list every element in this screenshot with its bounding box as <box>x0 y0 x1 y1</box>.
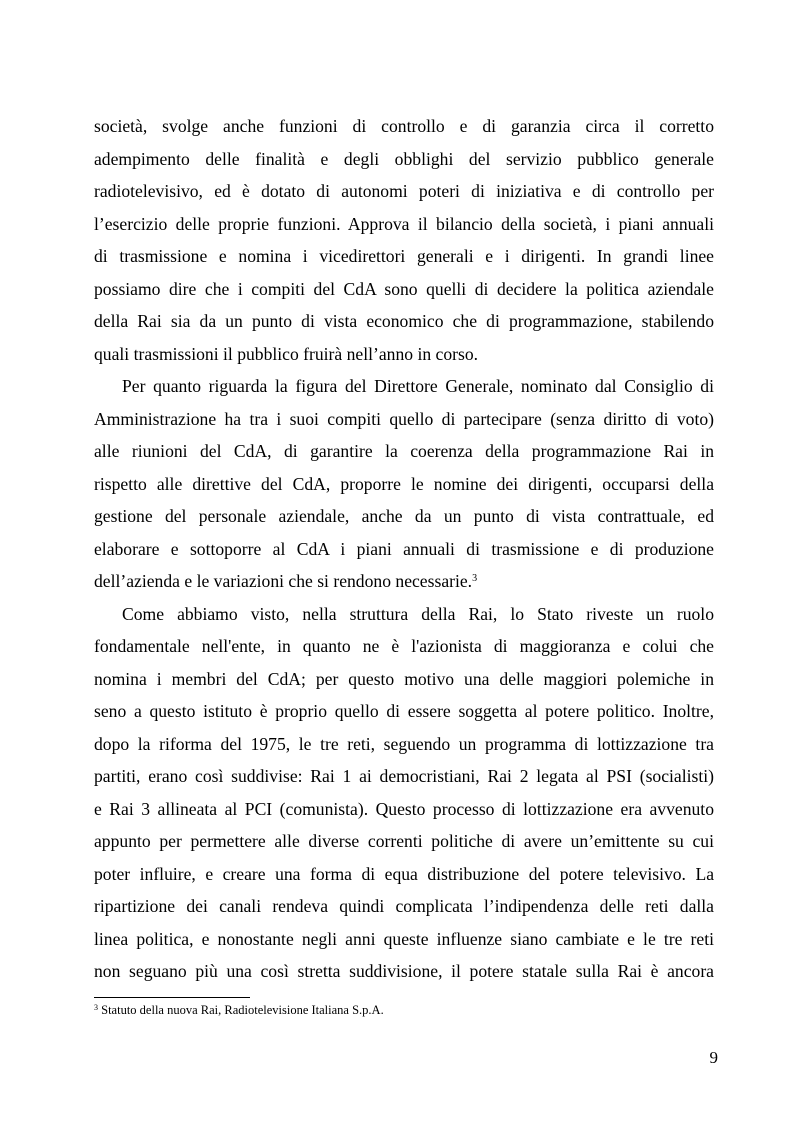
footnote-text: Statuto della nuova Rai, Radiotelevisione Italiana S.p.A. <box>98 1003 384 1017</box>
text-line: e Rai 3 allineata al PCI (comunista). Questo processo di lottizzazione era avvenuto <box>94 798 714 819</box>
text-line: alle riunioni del CdA, di garantire la coerenza della programmazione Rai in <box>94 441 714 461</box>
text-line: quali trasmissioni il pubblico fruirà nell’anno in corso. <box>94 343 479 364</box>
text-line: ripartizione dei canali rendeva quindi complicata l’indipendenza delle reti dalla <box>94 896 714 916</box>
text-line: fondamentale nell'ente, in quanto ne è l'azionista di maggioranza e colui che <box>94 636 714 656</box>
text-line: possiamo dire che i compiti del CdA sono quelli di decidere la politica aziendale <box>94 278 714 299</box>
text-line: l’esercizio delle proprie funzioni. Approva il bilancio della società, i piani annuali <box>94 213 714 234</box>
text-line: dopo la riforma del 1975, le tre reti, seguendo un programma di lottizzazione tra <box>94 733 714 754</box>
text-line: gestione del personale aziendale, anche da un punto di vista contrattuale, ed <box>94 506 714 526</box>
text-line: adempimento delle finalità e degli obblighi del servizio pubblico generale <box>94 148 714 169</box>
text-line: appunto per permettere alle diverse correnti politiche di avere un’emittente su cui <box>94 831 714 851</box>
text-line: rispetto alle direttive del CdA, proporre le nomine dei dirigenti, occuparsi della <box>94 473 714 494</box>
text-line: Come abbiamo visto, nella struttura della Rai, lo Stato riveste un ruolo <box>122 603 714 624</box>
text-line: non seguano più una così stretta suddivisione, il potere statale sulla Rai è ancora <box>94 961 714 981</box>
text-line-content: dell’azienda e le variazioni che si rendono necessarie. <box>94 571 473 591</box>
text-line: radiotelevisivo, ed è dotato di autonomi poteri di iniziativa e di controllo per <box>94 181 714 201</box>
text-line: della Rai sia da un punto di vista economico che di programmazione, stabilendo <box>94 311 714 331</box>
text-line: partiti, erano così suddivise: Rai 1 ai democristiani, Rai 2 legata al PSI (socialisti) <box>94 766 714 786</box>
footnote <box>94 1003 384 1018</box>
text-line: elaborare e sottoporre al CdA i piani annuali di trasmissione e di produzione <box>94 538 714 559</box>
text-line: nomina i membri del CdA; per questo motivo una delle maggiori polemiche in <box>94 668 714 689</box>
text-line: linea politica, e nonostante negli anni queste influenze siano cambiate e le tre reti <box>94 928 714 949</box>
text-line: Per quanto riguarda la figura del Direttore Generale, nominato dal Consiglio di <box>122 376 714 396</box>
text-line: Amministrazione ha tra i suoi compiti quello di partecipare (senza diritto di voto) <box>94 408 714 429</box>
text-line: seno a questo istituto è proprio quello di essere soggetta al potere politico. Inoltre, <box>94 701 714 721</box>
text-line: di trasmissione e nomina i vicedirettori generali e i dirigenti. In grandi linee <box>94 246 714 266</box>
text-line: poter influire, e creare una forma di equa distribuzione del potere televisivo. La <box>94 863 714 884</box>
footnote-separator <box>94 997 250 998</box>
text-line <box>94 565 714 598</box>
text-line: società, svolge anche funzioni di controllo e di garanzia circa il corretto <box>94 116 714 136</box>
footnote-number: 3 <box>94 1003 98 1012</box>
body-text <box>94 110 714 988</box>
footnote-reference[interactable]: 3 <box>472 573 478 584</box>
page-number: 9 <box>709 1048 718 1067</box>
